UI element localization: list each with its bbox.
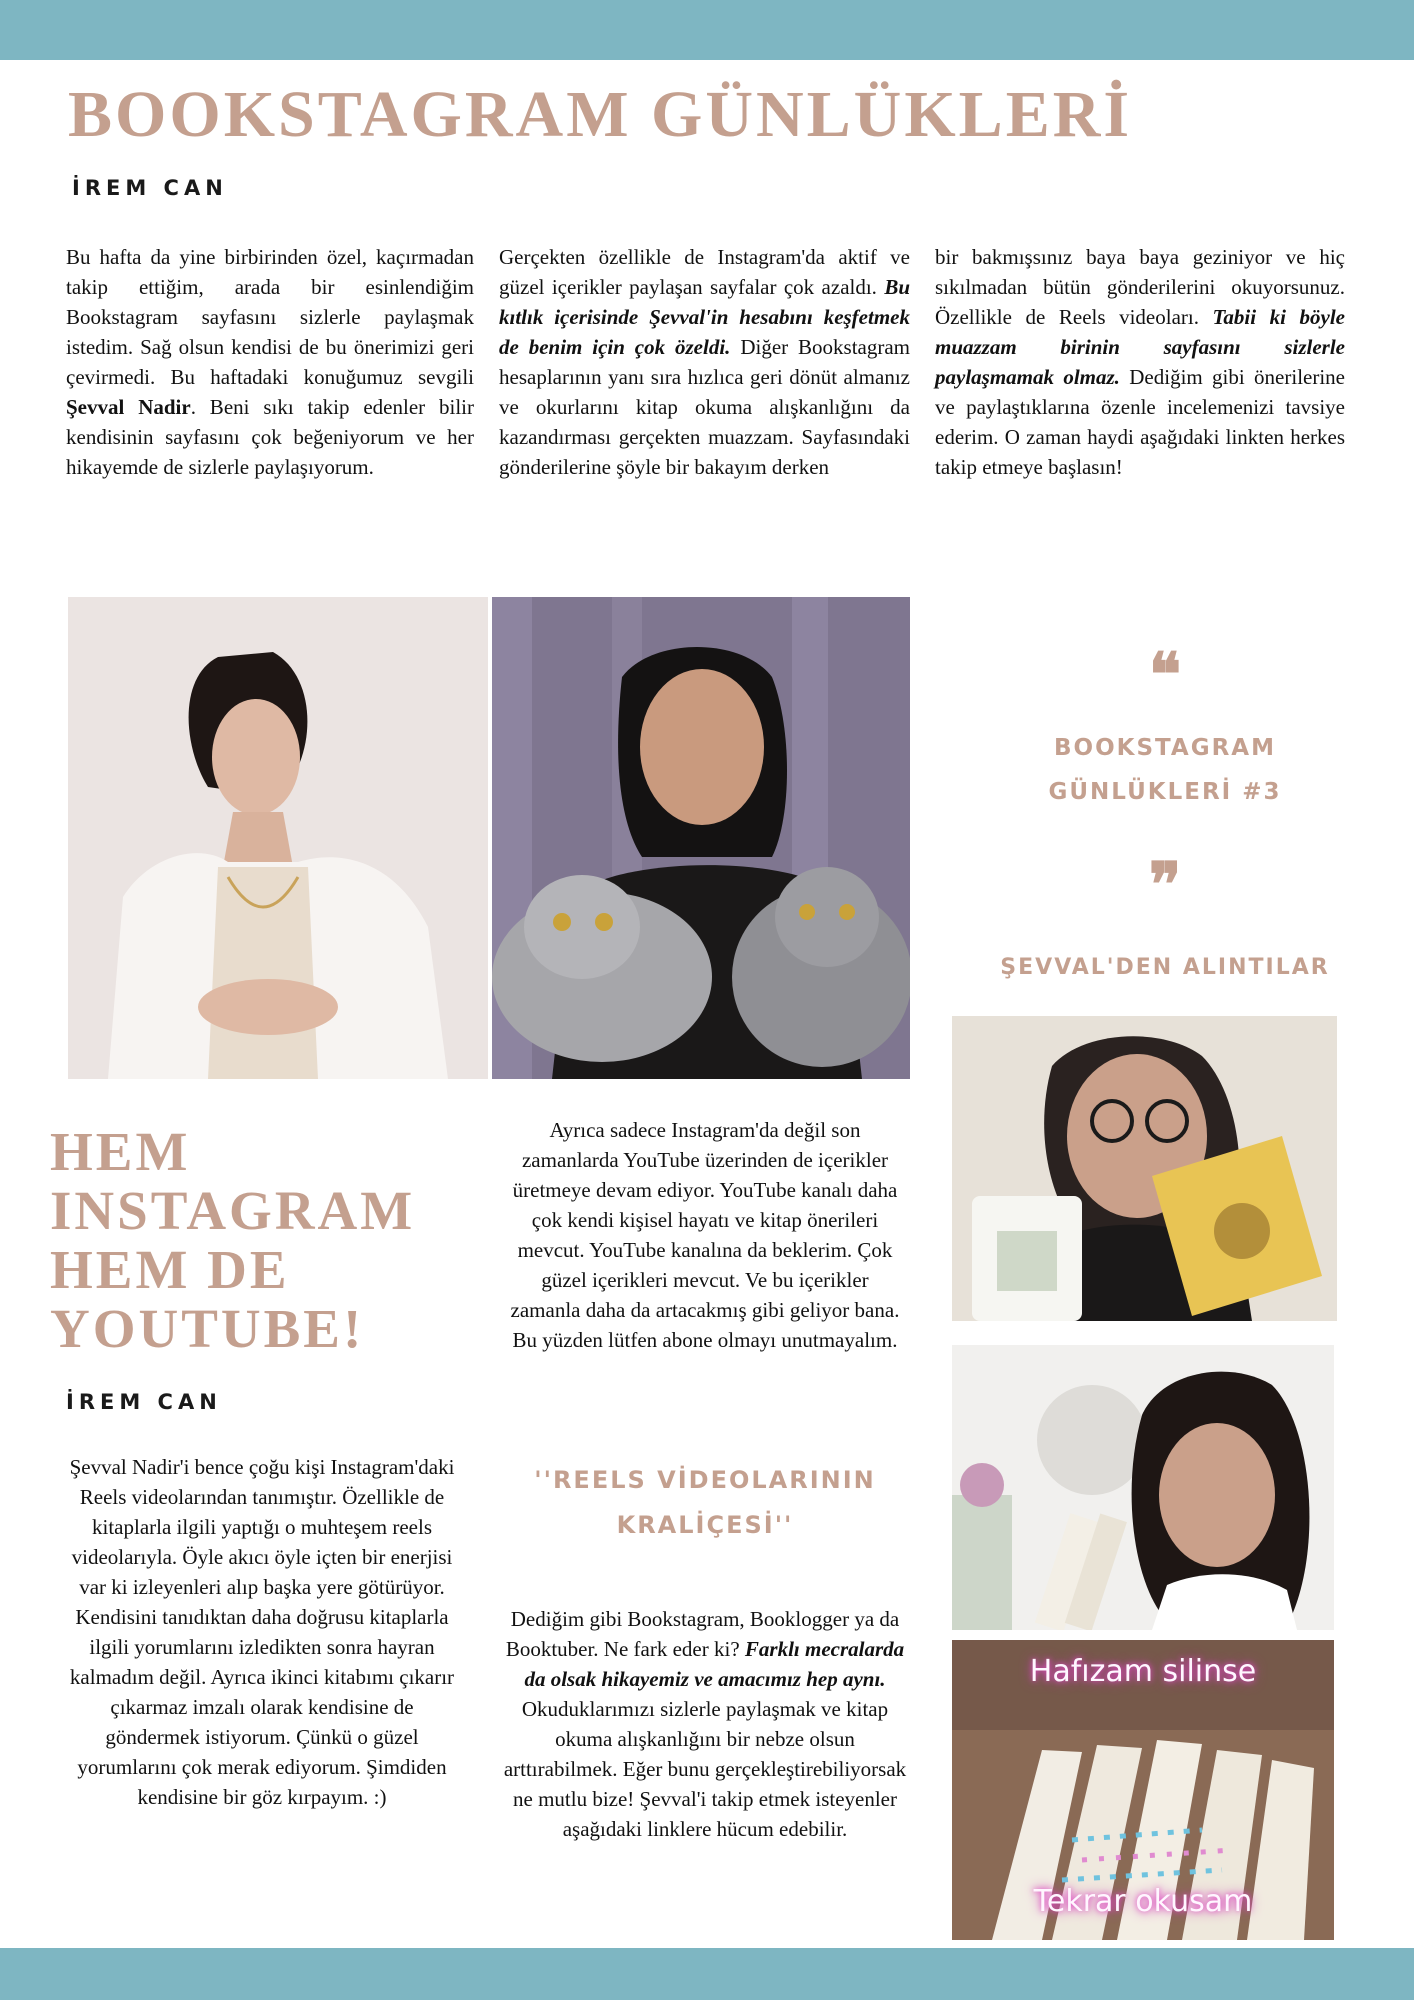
quotes-heading: ŞEVVAL'DEN ALINTILAR [1000,955,1330,980]
reel-overlay-top: Hafızam silinse [1029,1654,1257,1689]
section-heading: HEM INSTAGRAM HEM DE YOUTUBE! [50,1121,416,1359]
cats-photo [492,597,910,1079]
page-title: BOOKSTAGRAM GÜNLÜKLERİ [68,78,1133,151]
closing-article-text: Dediğim gibi Bookstagram, Booklogger ya da Booktuber. Ne fark eder ki? Farklı mecralarda da olsak hikayemiz ve amacımız hep aynı. Okuduklarımızı sizlerle paylaşmak ve kitap okuma alışkanlığını bir nebze olsun arttırabilmek. Eğer bunu gerçekleştirebiliyorsak ne mutlu bize! Şevval'i takip etmek isteyenler aşağıdaki linklere hücum edebilir. [503,1607,907,1841]
reel-overlay-bottom: Tekrar okusam [1033,1884,1253,1919]
intro-column-2: Gerçekten özellikle de Instagram'da aktif ve güzel içerikler paylaşan sayfalar çok azaldı. Bu kıtlık içerisinde Şevval'in hesabını keşfetmek de benim için çok özeldi. Diğer Bookstagram hesaplarının yanı sıra hızlıca geri dönüt almanız ve okurlarını kitap okuma alışkanlığını da kazandırması gerçekten muazzam. Sayfasındaki gönderilerine şöyle bir bakayım derken [499,245,910,479]
reel-thumbnail-reread[interactable] [952,1640,1334,1940]
author-byline: İREM CAN [72,176,228,200]
bottom-color-band [0,1948,1414,2000]
issue-title: BOOKSTAGRAM GÜNLÜKLERİ #3 [1048,735,1282,805]
close-quote-icon: ❞ [1148,852,1182,918]
reel-thumbnail-mug[interactable] [952,1016,1337,1321]
section-author-byline: İREM CAN [66,1390,222,1414]
top-color-band [0,0,1414,60]
intro-column-3: bir bakmışsınız baya baya geziniyor ve hiç sıkılmadan bütün gönderilerini okuyorsunuz. Özellikle de Reels videoları. Tabii ki böyle muazzam birinin sayfasını sizlerle paylaşmamak olmaz. Dediğim gibi önerilerine ve paylaştıklarına özenle incelemenizi tavsiye ederim. O zaman haydi aşağıdaki linkten herkes takip etmeye başlasın! [935,245,1345,479]
middle-article-text: Ayrıca sadece Instagram'da değil son zamanlarda YouTube üzerinden de içerikler üretmeye devam ediyor. YouTube kanalı daha çok kendi kişisel hayatı ve kitap önerileri mevcut. YouTube kanalına da beklerim. Çok güzel içerikleri mevcut. Ve bu içerikler zamanla daha da artacakmış gibi geliyor bana. Bu yüzden lütfen abone olmayı unutmayalım. [510,1118,900,1352]
reel-thumbnail-books[interactable] [952,1345,1334,1630]
pull-quote: ''REELS VİDEOLARININ KRALİÇESİ'' [534,1466,876,1539]
left-article-text: Şevval Nadir'i bence çoğu kişi Instagram'daki Reels videolarından tanımıştır. Özellikle de kitaplarla ilgili yaptığı o muhteşem reels videolarıyla. Öyle akıcı öyle içten bir enerjisi var ki izleyenleri alıp başka yere götürüyor. Kendisini tanıdıktan daha doğrusu kitaplarla ilgili yorumlarını izledikten sonra hayran kalmadım değil. Ayrıca ikinci kitabımı çıkarır çıkarmaz imzalı olarak kendisine de göndermek istiyorum. Çünkü o güzel yorumlarını çok merak ediyorum. Şimdiden kendisine bir göz kırpayım. :) [69,1455,455,1809]
open-quote-icon: ❝ [1148,642,1182,708]
intro-column-1: Bu hafta da yine birbirinden özel, kaçırmadan takip ettiğim, arada bir esinlendiğim Bookstagram sayfasını sizlerle paylaşmak istedim. Sağ olsun kendisi de bu önerimizi geri çevirmedi. Bu haftadaki konuğumuz sevgili Şevval Nadir. Beni sıkı takip edenler bilir kendisinin sayfasını çok beğeniyorum ve her hikayemde de sizlerle paylaşıyorum. [66,245,475,479]
portrait-photo [68,597,488,1079]
